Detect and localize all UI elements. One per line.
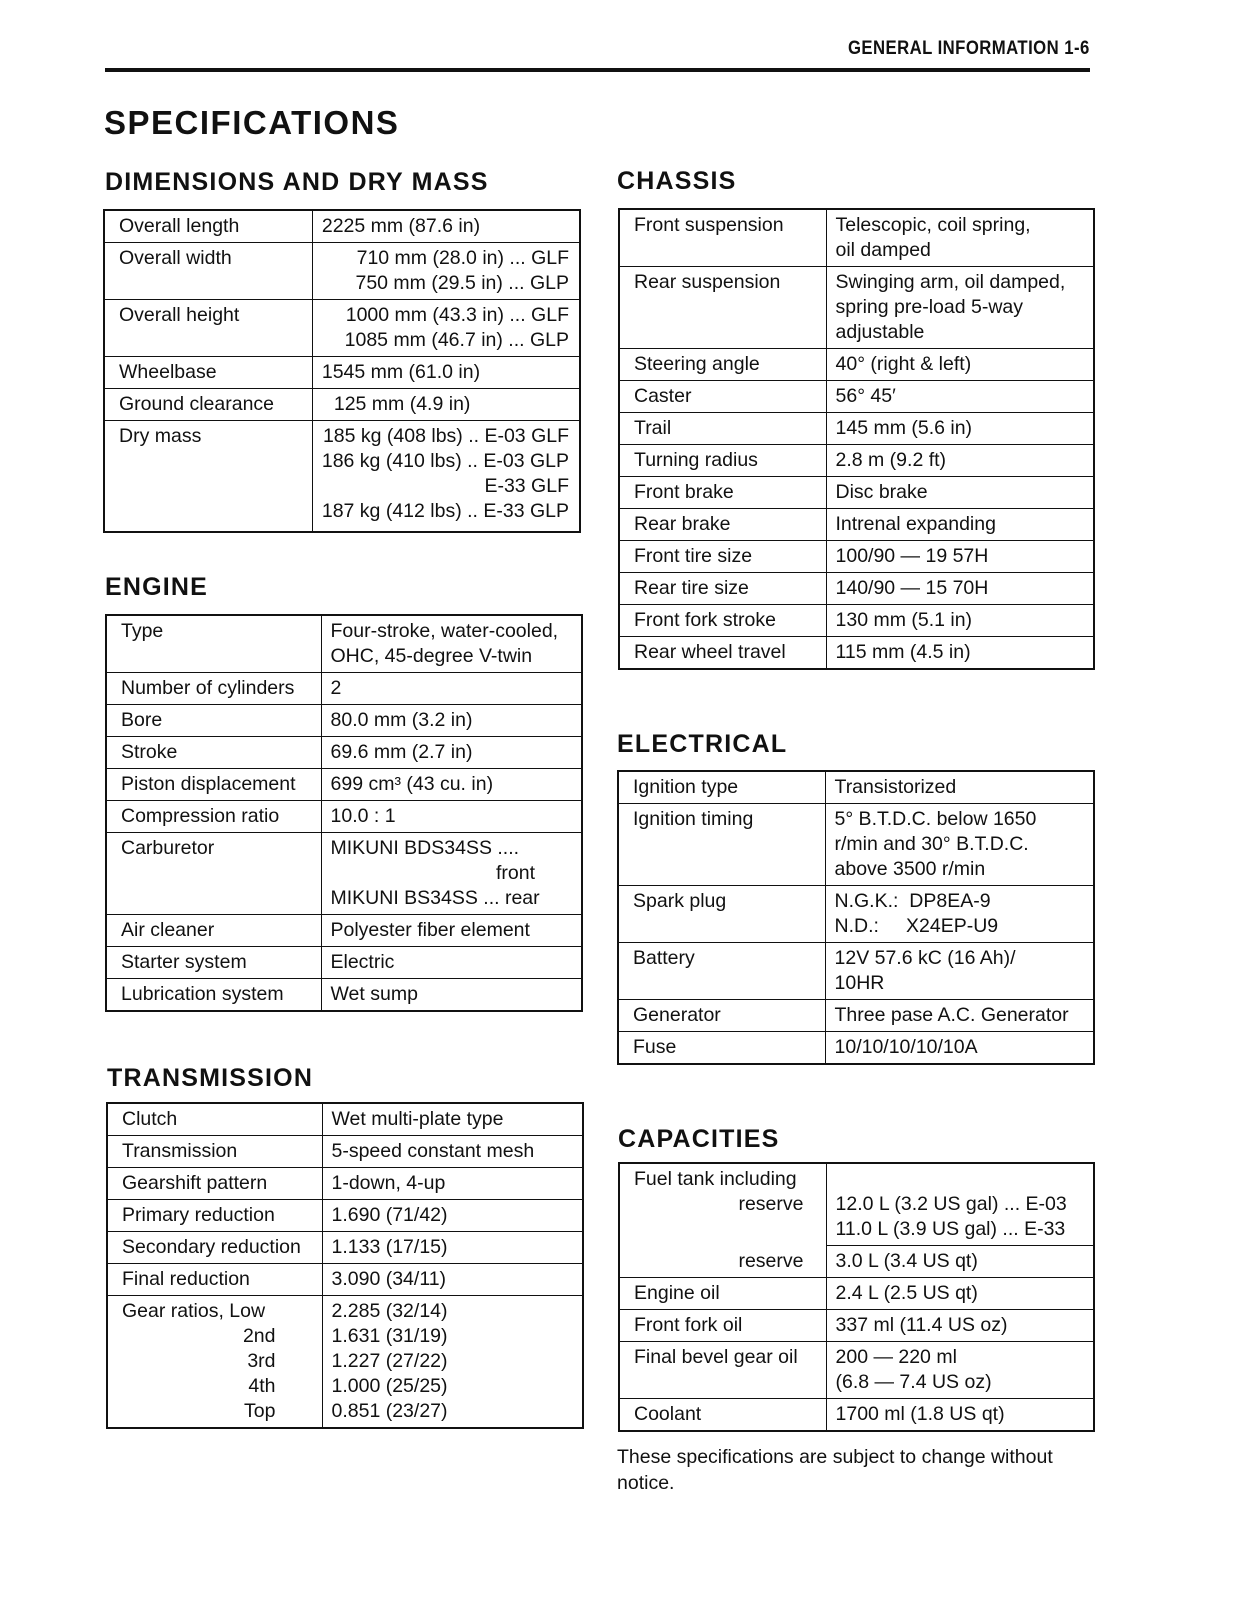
table-row	[619, 605, 1094, 637]
table-row	[619, 477, 1094, 509]
spec-label: Trail	[619, 413, 826, 445]
gear-name: 3rd	[247, 1350, 276, 1372]
spec-value: 12V 57.6 kC (16 Ah)/ 10HR	[825, 943, 1094, 1000]
spec-label: Air cleaner	[106, 915, 321, 947]
table-row	[619, 445, 1094, 477]
table-row	[107, 1296, 583, 1429]
engine-title: ENGINE	[105, 573, 209, 601]
spec-value: 3.0 L (3.4 US qt)	[826, 1246, 1094, 1278]
table-row	[107, 1103, 583, 1136]
spec-value: 2.4 L (2.5 US qt)	[826, 1278, 1094, 1310]
table-row	[107, 1136, 583, 1168]
spec-label: Bore	[106, 705, 321, 737]
table-row	[107, 1200, 583, 1232]
spec-label: Overall length	[104, 210, 312, 243]
table-row	[618, 943, 1094, 1000]
table-row	[104, 421, 580, 533]
spec-label: Final bevel gear oil	[619, 1342, 826, 1399]
table-row	[619, 1163, 1094, 1246]
electrical-title: ELECTRICAL	[617, 730, 788, 758]
spec-value: 5° B.T.D.C. below 1650 r/min and 30° B.T.D.C. above 3500 r/min	[825, 804, 1094, 886]
spec-label: Ignition type	[618, 771, 825, 804]
table-row	[619, 573, 1094, 605]
spec-value: N.G.K.: DP8EA-9 N.D.: X24EP-U9	[825, 886, 1094, 943]
spec-label: Front tire size	[619, 541, 826, 573]
spec-value: 2225 mm (87.6 in)	[312, 210, 580, 243]
chassis-title: CHASSIS	[617, 167, 737, 195]
table-row	[619, 209, 1094, 267]
spec-label: Rear wheel travel	[619, 637, 826, 670]
spec-label: Carburetor	[106, 833, 321, 915]
spec-label: Clutch	[107, 1103, 322, 1136]
capacities-table	[618, 1162, 1095, 1432]
footnote: These specifications are subject to change without notice.	[617, 1446, 1053, 1494]
spec-label: Dry mass	[104, 421, 312, 533]
spec-label: Primary reduction	[107, 1200, 322, 1232]
table-row	[619, 1342, 1094, 1399]
table-row	[619, 1278, 1094, 1310]
spec-label: Compression ratio	[106, 801, 321, 833]
spec-value: 1.133 (17/15)	[322, 1232, 583, 1264]
spec-label: Steering angle	[619, 349, 826, 381]
spec-label: Ground clearance	[104, 389, 312, 421]
table-row	[618, 1000, 1094, 1032]
page-header	[105, 38, 1090, 72]
spec-value: Four-stroke, water-cooled, OHC, 45-degree V-twin	[321, 615, 582, 673]
spec-label: Final reduction	[107, 1264, 322, 1296]
table-row	[106, 769, 582, 801]
spec-label: Stroke	[106, 737, 321, 769]
spec-label: Ignition timing	[618, 804, 825, 886]
table-row	[619, 1310, 1094, 1342]
spec-value: 2	[321, 673, 582, 705]
spec-label: Generator	[618, 1000, 825, 1032]
spec-value: 140/90 — 15 70H	[826, 573, 1094, 605]
spec-value: Wet multi-plate type	[322, 1103, 583, 1136]
spec-label: Type	[106, 615, 321, 673]
gear-name: Top	[244, 1400, 276, 1422]
table-row	[618, 771, 1094, 804]
table-row	[104, 300, 580, 357]
spec-label: Battery	[618, 943, 825, 1000]
spec-value: 1.690 (71/42)	[322, 1200, 583, 1232]
gear-name: 2nd	[242, 1325, 276, 1347]
page-title: SPECIFICATIONS	[104, 104, 400, 141]
spec-value: 1000 mm (43.3 in) ... GLF 1085 mm (46.7 in) ... GLP	[312, 300, 580, 357]
spec-value: 145 mm (5.6 in)	[826, 413, 1094, 445]
spec-value: 125 mm (4.9 in)	[312, 389, 580, 421]
spec-value: 2.285 (32/14) 1.631 (31/19) 1.227 (27/22) 1.000 (25/25) 0.851 (23/27)	[322, 1296, 583, 1429]
spec-label: Fuse	[618, 1032, 825, 1065]
spec-value: Intrenal expanding	[826, 509, 1094, 541]
spec-label: Engine oil	[619, 1278, 826, 1310]
spec-value: Electric	[321, 947, 582, 979]
table-row	[106, 673, 582, 705]
spec-value: 2.8 m (9.2 ft)	[826, 445, 1094, 477]
spec-value: 337 ml (11.4 US oz)	[826, 1310, 1094, 1342]
table-row	[104, 389, 580, 421]
spec-label: Spark plug	[618, 886, 825, 943]
table-row	[619, 1246, 1094, 1278]
transmission-title: TRANSMISSION	[107, 1064, 314, 1092]
table-row	[106, 979, 582, 1012]
spec-label: Rear suspension	[619, 267, 826, 349]
table-row	[106, 737, 582, 769]
spec-value: 56° 45′	[826, 381, 1094, 413]
spec-label: Wheelbase	[104, 357, 312, 389]
spec-label: Rear tire size	[619, 573, 826, 605]
spec-label: Front fork stroke	[619, 605, 826, 637]
capacities-title: CAPACITIES	[618, 1125, 780, 1153]
spec-value: 12.0 L (3.2 US gal) ... E-03 11.0 L (3.9 US gal) ... E-33	[826, 1163, 1094, 1246]
table-row	[107, 1168, 583, 1200]
spec-label: Front brake	[619, 477, 826, 509]
spec-label: Front fork oil	[619, 1310, 826, 1342]
transmission-table	[106, 1102, 584, 1429]
spec-value: 10/10/10/10/10A	[825, 1032, 1094, 1065]
spec-value: Swinging arm, oil damped, spring pre-load 5-way adjustable	[826, 267, 1094, 349]
spec-value: 3.090 (34/11)	[322, 1264, 583, 1296]
spec-label: Coolant	[619, 1399, 826, 1432]
table-row	[619, 509, 1094, 541]
spec-value: 130 mm (5.1 in)	[826, 605, 1094, 637]
table-row	[619, 349, 1094, 381]
spec-label: Fuel tank including reserve	[619, 1163, 826, 1246]
spec-value: Polyester fiber element	[321, 915, 582, 947]
spec-value: 200 — 220 ml (6.8 — 7.4 US oz)	[826, 1342, 1094, 1399]
table-row	[107, 1232, 583, 1264]
dimensions-table	[103, 209, 581, 533]
table-row	[104, 210, 580, 243]
table-row	[106, 615, 582, 673]
spec-value: 5-speed constant mesh	[322, 1136, 583, 1168]
table-row	[618, 804, 1094, 886]
electrical-table	[617, 770, 1095, 1065]
table-row	[619, 637, 1094, 670]
spec-label: Gearshift pattern	[107, 1168, 322, 1200]
spec-label: Piston displacement	[106, 769, 321, 801]
spec-label: Number of cylinders	[106, 673, 321, 705]
table-row	[619, 267, 1094, 349]
spec-value: 40° (right & left)	[826, 349, 1094, 381]
table-row	[106, 833, 582, 915]
header-text: GENERAL INFORMATION 1-6	[848, 38, 1090, 59]
dimensions-title: DIMENSIONS AND DRY MASS	[105, 168, 489, 196]
table-row	[618, 886, 1094, 943]
table-row	[619, 541, 1094, 573]
spec-label: Caster	[619, 381, 826, 413]
spec-value: 185 kg (408 lbs) .. E-03 GLF 186 kg (410 lbs) .. E-03 GLP E-33 GLF 187 kg (412 lbs) .. E-33 GLP	[312, 421, 580, 533]
spec-value: 1700 ml (1.8 US qt)	[826, 1399, 1094, 1432]
spec-label: Overall width	[104, 243, 312, 300]
spec-value: Telescopic, coil spring, oil damped	[826, 209, 1094, 267]
spec-label: Front suspension	[619, 209, 826, 267]
table-row	[104, 357, 580, 389]
spec-value: Three pase A.C. Generator	[825, 1000, 1094, 1032]
spec-value: Disc brake	[826, 477, 1094, 509]
spec-value: Wet sump	[321, 979, 582, 1012]
engine-table	[105, 614, 583, 1012]
chassis-table	[618, 208, 1095, 670]
spec-value: 80.0 mm (3.2 in)	[321, 705, 582, 737]
spec-value: 115 mm (4.5 in)	[826, 637, 1094, 670]
spec-value: 69.6 mm (2.7 in)	[321, 737, 582, 769]
spec-label: Secondary reduction	[107, 1232, 322, 1264]
spec-value: 10.0 : 1	[321, 801, 582, 833]
spec-label: Transmission	[107, 1136, 322, 1168]
spec-label: reserve	[619, 1246, 826, 1278]
gear-ratio-label: Gear ratios, Low	[122, 1300, 266, 1322]
gear-name: 4th	[248, 1375, 276, 1397]
table-row	[618, 1032, 1094, 1065]
spec-label: Overall height	[104, 300, 312, 357]
table-row	[107, 1264, 583, 1296]
table-row	[106, 947, 582, 979]
spec-value: 100/90 — 19 57H	[826, 541, 1094, 573]
table-row	[106, 915, 582, 947]
spec-value: 710 mm (28.0 in) ... GLF 750 mm (29.5 in) ... GLP	[312, 243, 580, 300]
spec-label: Rear brake	[619, 509, 826, 541]
table-row	[619, 381, 1094, 413]
spec-value: MIKUNI BDS34SS .... front MIKUNI BS34SS ... rear	[321, 833, 582, 915]
table-row	[619, 1399, 1094, 1432]
spec-value: 1-down, 4-up	[322, 1168, 583, 1200]
table-row	[619, 413, 1094, 445]
spec-label: Lubrication system	[106, 979, 321, 1012]
spec-label: Starter system	[106, 947, 321, 979]
spec-value: 1545 mm (61.0 in)	[312, 357, 580, 389]
table-row	[106, 705, 582, 737]
spec-value: Transistorized	[825, 771, 1094, 804]
spec-value: 699 cm³ (43 cu. in)	[321, 769, 582, 801]
spec-label: Turning radius	[619, 445, 826, 477]
table-row	[104, 243, 580, 300]
spec-label	[107, 1296, 322, 1429]
table-row	[106, 801, 582, 833]
